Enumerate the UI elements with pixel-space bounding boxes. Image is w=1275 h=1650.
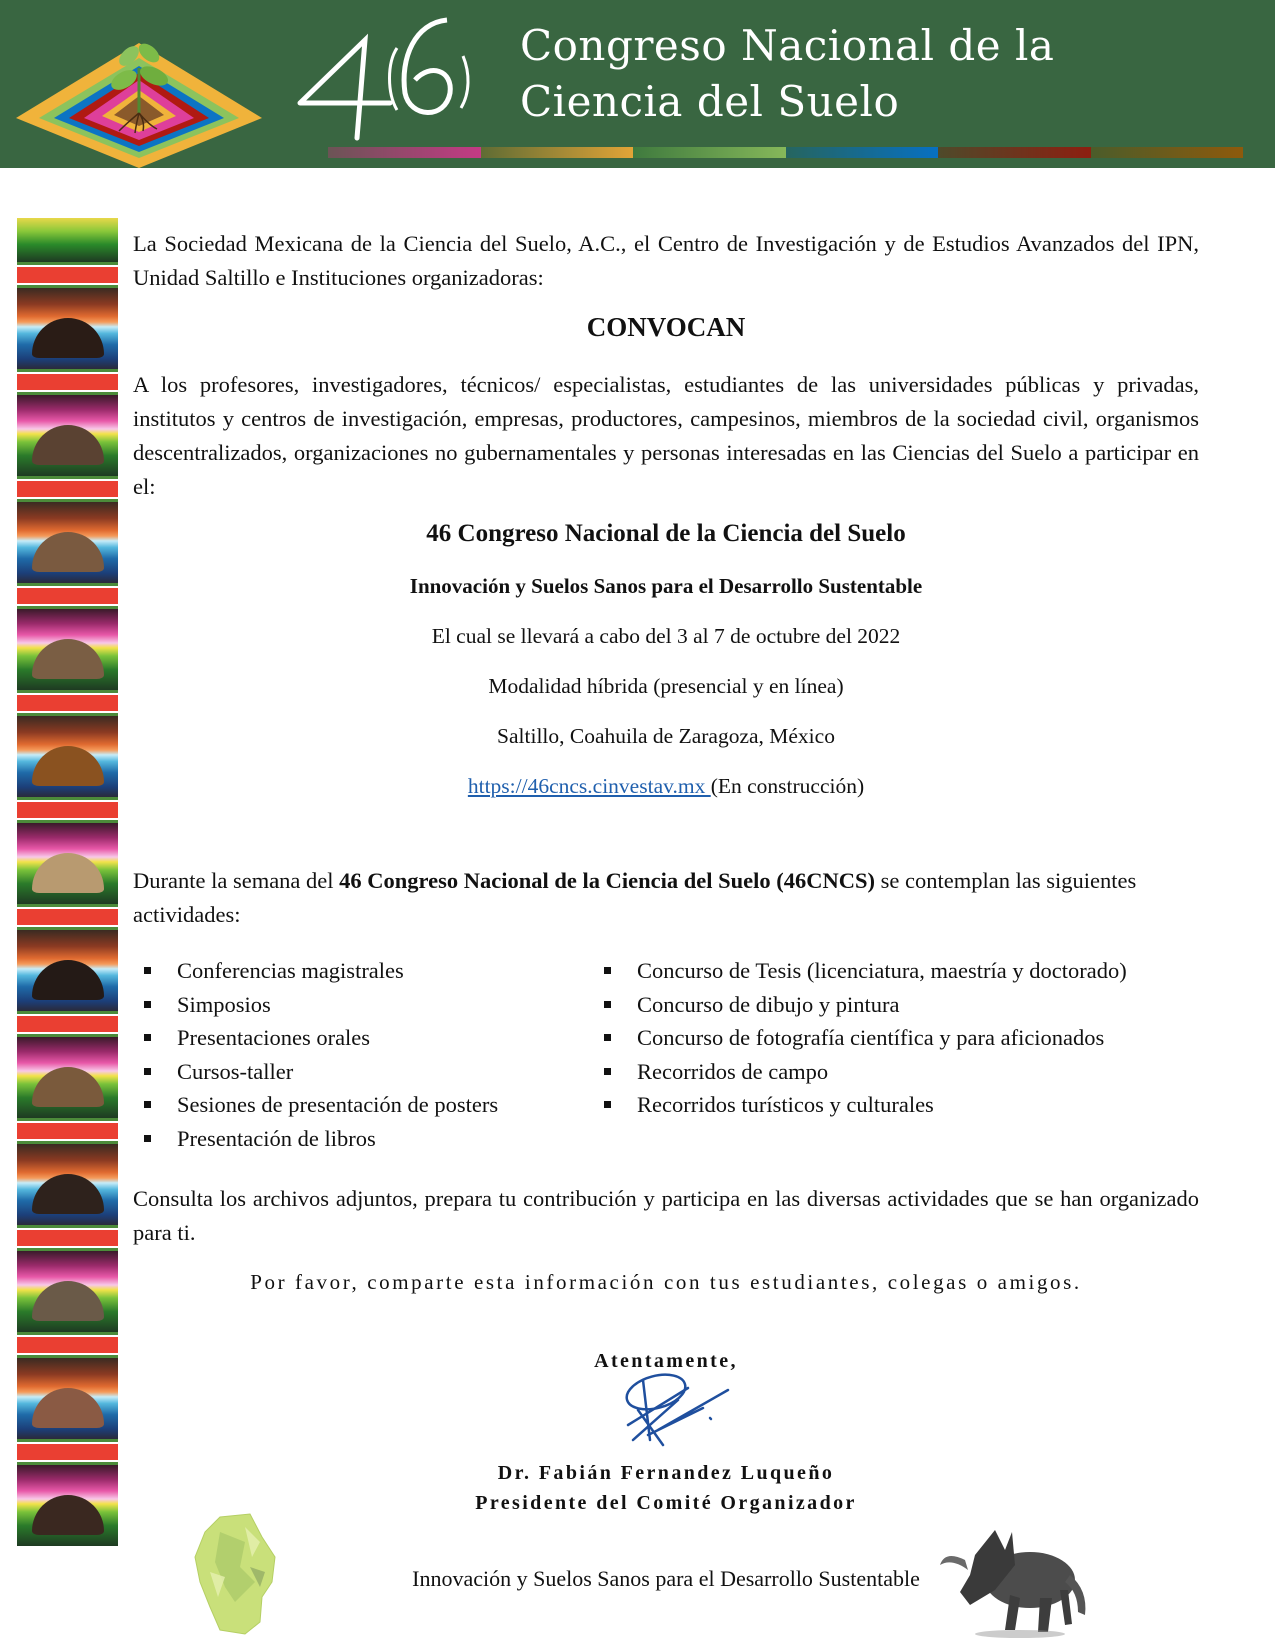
list-item: Simposios	[135, 988, 595, 1022]
soil-pile-icon	[32, 746, 104, 786]
soil-pile-icon	[32, 318, 104, 358]
share-note: Por favor, comparte esta información con tus estudiantes, colegas o amigos.	[250, 1270, 1082, 1294]
soil-sample-panel	[17, 1037, 118, 1118]
soil-sample-panel	[17, 1465, 118, 1546]
congress-logo-icon	[14, 18, 264, 168]
sarape-stripe	[17, 262, 118, 288]
sarape-stripe	[17, 904, 118, 930]
activities-intro	[133, 864, 1199, 932]
soil-pile-icon	[32, 1495, 104, 1535]
soil-sample-panel	[17, 1358, 118, 1439]
sarape-stripe	[17, 218, 118, 262]
sarape-soil-sidebar	[17, 218, 118, 1604]
event-location: Saltillo, Coahuila de Zaragoza, México	[497, 724, 835, 748]
header-title	[520, 18, 1054, 130]
activities-intro-bold: 46 Congreso Nacional de la Ciencia del Suelo (46CNCS)	[339, 868, 876, 893]
event-url-link[interactable]: https://46cncs.cinvestav.mx	[467, 774, 711, 798]
soil-pile-icon	[32, 1067, 104, 1107]
list-item: Cursos-taller	[135, 1055, 595, 1089]
soil-pile-icon	[32, 639, 104, 679]
event-url-line	[133, 774, 1199, 799]
list-item: Concurso de Tesis (licenciatura, maestría y doctorado)	[595, 954, 1215, 988]
event-mode: Modalidad híbrida (presencial y en línea)	[488, 674, 844, 698]
footer-motto: Innovación y Suelos Sanos para el Desarrollo Sustentable	[412, 1566, 920, 1591]
sarape-stripe	[17, 1225, 118, 1251]
sarape-stripe	[17, 583, 118, 609]
list-item: Recorridos turísticos y culturales	[595, 1088, 1215, 1122]
soil-pile-icon	[32, 960, 104, 1000]
event-url-note: (En construcción)	[710, 774, 865, 798]
list-item: Presentación de libros	[135, 1122, 595, 1156]
soil-sample-panel	[17, 823, 118, 904]
convocan-heading: CONVOCAN	[586, 312, 746, 342]
signer-name: Dr. Fabián Fernandez Luqueño	[497, 1462, 835, 1484]
signature-image	[608, 1370, 738, 1470]
list-item: Recorridos de campo	[595, 1055, 1215, 1089]
header-color-bar	[328, 147, 1243, 158]
intro-paragraph: La Sociedad Mexicana de la Ciencia del Suelo, A.C., el Centro de Investigación y de Estudios Avanzados del IPN, Unidad Saltillo e Instituciones organizadoras:	[133, 231, 1199, 290]
soil-sample-panel	[17, 288, 118, 369]
soil-sample-panel	[17, 609, 118, 690]
activities-intro-after: se contemplan las siguientes actividades:	[133, 868, 1137, 927]
soil-pile-icon	[32, 1281, 104, 1321]
sarape-stripe	[17, 690, 118, 716]
header-title-line1: Congreso Nacional de la	[520, 21, 1055, 70]
list-item: Concurso de fotografía científica y para aficionados	[595, 1021, 1215, 1055]
sarape-stripe	[17, 1439, 118, 1465]
header-banner	[0, 0, 1275, 168]
soil-sample-panel	[17, 1251, 118, 1332]
closing-salutation: Atentamente,	[594, 1350, 738, 1372]
list-item: Presentaciones orales	[135, 1021, 595, 1055]
consulta-paragraph: Consulta los archivos adjuntos, prepara tu contribución y participa en las diversas actividades que se han organizado para ti.	[133, 1186, 1199, 1245]
sarape-stripe	[17, 1118, 118, 1144]
number-46-logo	[295, 8, 485, 143]
soil-pile-icon	[32, 532, 104, 572]
signer-role: Presidente del Comité Organizador	[475, 1492, 857, 1514]
event-title: 46 Congreso Nacional de la Ciencia del Suelo	[426, 520, 906, 547]
soil-sample-panel	[17, 930, 118, 1011]
soil-sample-panel	[17, 395, 118, 476]
header-title-line2: Ciencia del Suelo	[520, 77, 900, 126]
soil-pile-icon	[32, 1388, 104, 1428]
sarape-stripe	[17, 1011, 118, 1037]
sarape-stripe	[17, 797, 118, 823]
soil-sample-panel	[17, 502, 118, 583]
soil-sample-panel	[17, 716, 118, 797]
soil-pile-icon	[32, 853, 104, 893]
soil-pile-icon	[32, 1174, 104, 1214]
sarape-stripe	[17, 1332, 118, 1358]
invitation-paragraph: A los profesores, investigadores, técnicos/ especialistas, estudiantes de las universidades públicas y privadas, institutos y centros de investigación, empresas, productores, campesinos, miembros de la sociedad civil, organismos descentralizados, organizaciones no gubernamentales y personas interesadas en las Ciencias del Suelo a participar en el:	[133, 372, 1199, 499]
soil-sample-panel	[17, 1144, 118, 1225]
list-item: Conferencias magistrales	[135, 954, 595, 988]
activities-list-left	[135, 954, 595, 1155]
list-item: Concurso de dibujo y pintura	[595, 988, 1215, 1022]
event-subtitle: Innovación y Suelos Sanos para el Desarrollo Sustentable	[409, 574, 923, 598]
activities-intro-before: Durante la semana del	[133, 868, 340, 893]
dinosaur-illustration-icon	[940, 1520, 1090, 1640]
coahuila-map-icon	[190, 1512, 280, 1637]
list-item: Sesiones de presentación de posters	[135, 1088, 595, 1122]
activities-list-right	[595, 954, 1215, 1122]
soil-pile-icon	[32, 425, 104, 465]
sarape-stripe	[17, 369, 118, 395]
sarape-stripe	[17, 476, 118, 502]
event-dates: El cual se llevará a cabo del 3 al 7 de octubre del 2022	[431, 624, 901, 648]
